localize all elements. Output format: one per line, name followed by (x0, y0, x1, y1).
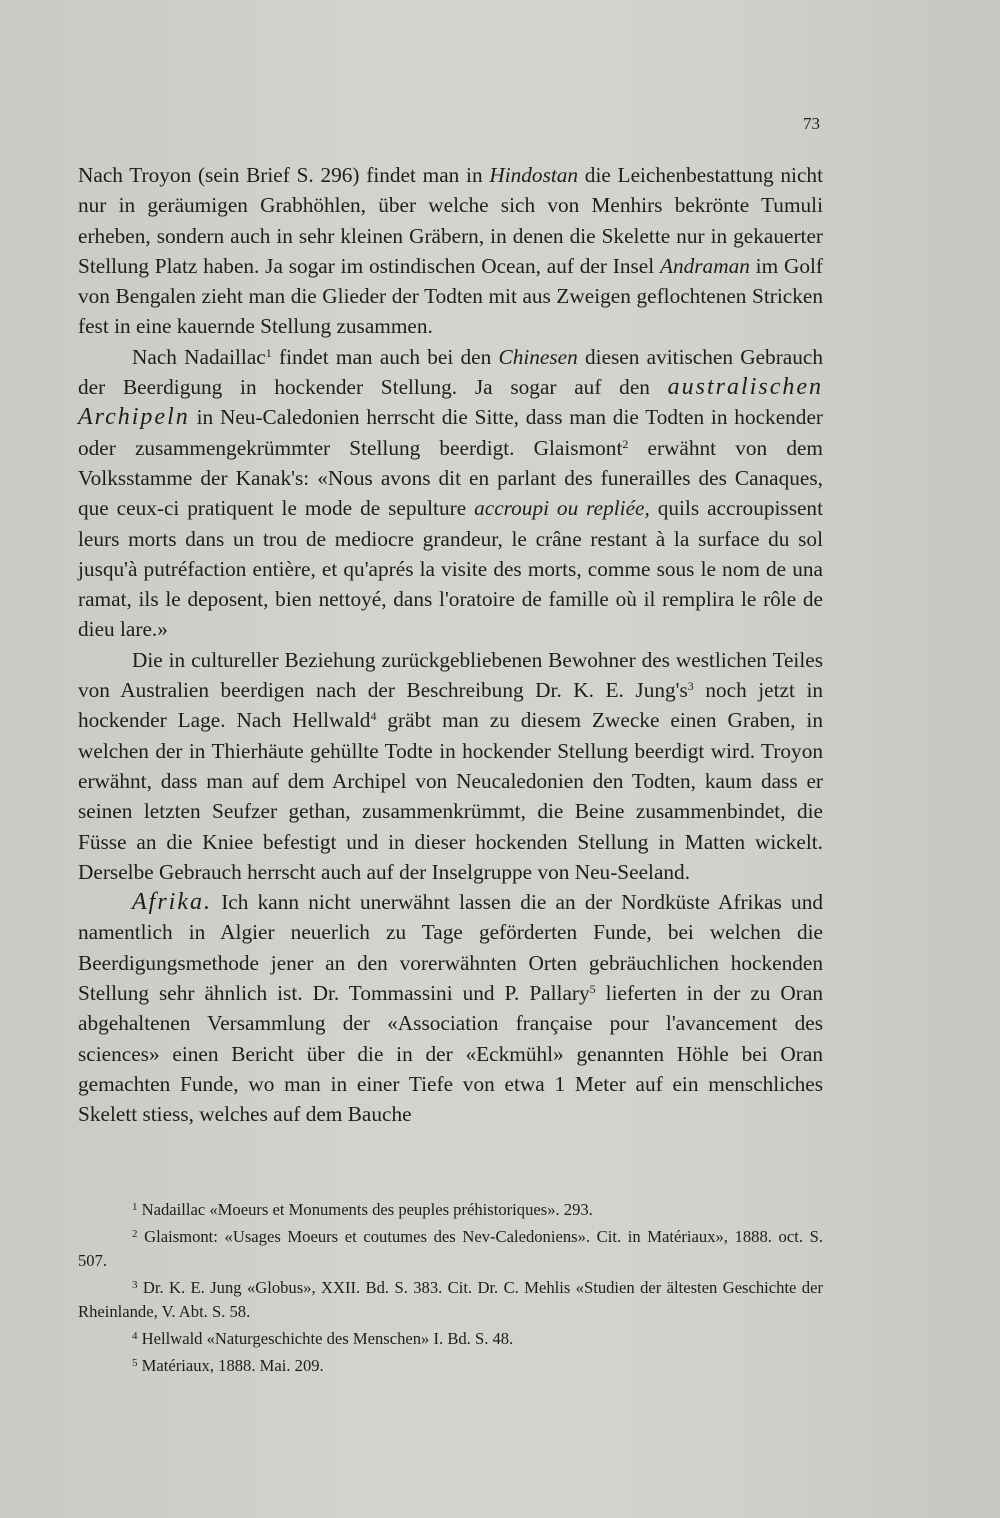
footnote-mark: 3 (132, 1279, 138, 1291)
people-name-chinesen: Chinesen (498, 344, 578, 369)
paragraph-chinesen (78, 342, 823, 645)
text-run: Ich kann nicht unerwähnt lassen die an der Nordküste Afrikas und namentlich in Algier neuerlich zu Tage geförderten Funde, bei welchen die Beerdigungsmethode jener an den vorerwähnten Orten gebräuchlichen hockenden Stellung sehr ähnlich ist. Dr. Tommassini und P. Pallary (78, 890, 823, 1006)
section-term-australischen-archipeln: australischen Archipeln (78, 374, 823, 431)
section-heading-afrika: Afrika. (132, 889, 212, 916)
footnote-ref-1: 1 (265, 345, 272, 360)
text-run: im Golf von Bengalen zieht man die Glieder der Todten mit aus Zweigen geflochtenen Stricken fest in eine kauernde Stellung zusammen. (78, 253, 824, 339)
footnote-1 (78, 1195, 823, 1222)
text-run: noch jetzt in hockender Lage. Nach Hellwald (78, 678, 824, 733)
footnote-4 (78, 1324, 823, 1351)
text-run: Die in cultureller Beziehung zurückgebliebenen Bewohner des westlichen Teiles von Australien beerdigen nach der Beschreibung Dr. K. E. Jung's (78, 647, 823, 703)
place-name-andraman: Andraman (659, 253, 750, 278)
paragraph-australien (78, 645, 823, 887)
text-run: gräbt man zu diesem Zwecke einen Graben, in welchen der in Thierhäute gehüllte Todte in hockender Stellung beerdigt wird. Troyon erwähnt, dass man auf dem Archipel von Neucaledonien den Todten, kaum dass er seinen letzten Seufzer gethan, zusammenkrümmt, die Beine zusammenbindet, die Füsse an die Kniee befestigt und in dieser hockenden Stellung in Matten wickelt. Derselbe Gebrauch herrscht auch auf der Inselgruppe von Neu-Seeland. (78, 708, 823, 884)
footnote-5 (78, 1351, 823, 1378)
place-name-hindostan: Hindostan (489, 163, 579, 187)
footnote-ref-2: 2 (622, 436, 629, 451)
footnote-3 (78, 1273, 823, 1324)
paragraph-afrika (78, 887, 823, 1129)
text-run: in Neu-Caledonien herrscht die Sitte, dass man die Todten in hockender oder zusammengekrümmter Stellung beerdigt. Glaismont (78, 405, 823, 460)
page-number: 73 (803, 114, 820, 133)
footnote-2 (78, 1222, 823, 1273)
footnote-mark: 4 (132, 1330, 138, 1342)
footnote-mark: 5 (132, 1357, 138, 1369)
paragraph-hindostan (78, 160, 823, 342)
text-run: quils accroupissent leurs morts dans un trou de mediocre grandeur, le crâne restant à la surface du sol jusqu'à putréfaction entière, et qu'aprés la visite des morts, comme sous le nom de una ramat, ils le deposent, bien nettoyé, dans l'oratoire de famille où il remplira le rôle de dieu lare.» (78, 496, 824, 642)
footnote-text: Nadaillac «Moeurs et Monuments des peuples préhistoriques». 293. (141, 1200, 593, 1219)
text-run: Nach Nadaillac (132, 344, 266, 369)
footnote-text: Glaismont: «Usages Moeurs et coutumes des Nev-Caledoniens». Cit. in Matériaux», 1888. oct. S. 507. (78, 1227, 823, 1270)
text-run: findet man auch bei den (271, 344, 499, 369)
footnote-mark: 1 (132, 1201, 138, 1213)
footnote-mark: 2 (132, 1228, 138, 1240)
text-run: die Leichenbestattung nicht nur in geräumigen Grabhöhlen, über welche sich von Menhirs bekrönte Tumuli erheben, sondern auch in sehr kleinen Gräbern, in denen die Skelette nur in gekauerter Stellung Platz haben. Ja sogar im ostindischen Ocean, auf der Insel (78, 163, 823, 278)
footnote-text: Matériaux, 1888. Mai. 209. (141, 1356, 324, 1375)
footnote-ref-3: 3 (687, 679, 694, 694)
quoted-term: accroupi ou repliée, (474, 496, 650, 521)
footnote-text: Hellwald «Naturgeschichte des Menschen» I. Bd. S. 48. (141, 1329, 514, 1348)
main-text (78, 160, 823, 1130)
text-run: Nach Troyon (sein Brief S. 296) findet man in (78, 163, 490, 187)
text-run: diesen avitischen Gebrauch der Beerdigung in hockender Stellung. Ja sogar auf den (78, 344, 823, 400)
footnote-text: Dr. K. E. Jung «Globus», XXII. Bd. S. 383. Cit. Dr. C. Mehlis «Studien der ältesten Geschichte der Rheinlande, V. Abt. S. 58. (78, 1278, 823, 1321)
footnotes (78, 1195, 823, 1378)
footnote-ref-5: 5 (589, 982, 596, 997)
footnote-ref-4: 4 (370, 709, 377, 724)
text-run: erwähnt von dem Volksstamme der Kanak's: «Nous avons dit en parlant des funerailles des Canaques, que ceux-ci pratiquent le mode de sepulture (78, 435, 823, 521)
text-run: lieferten in der zu Oran abgehaltenen Versammlung der «Association française pour l'avancement des sciences» einen Bericht über die in der «Eckmühl» genannten Höhle bei Oran gemachten Funde, wo man in einer Tiefe von etwa 1 Meter auf ein menschliches Skelett stiess, welches auf dem Bauche (78, 981, 824, 1127)
